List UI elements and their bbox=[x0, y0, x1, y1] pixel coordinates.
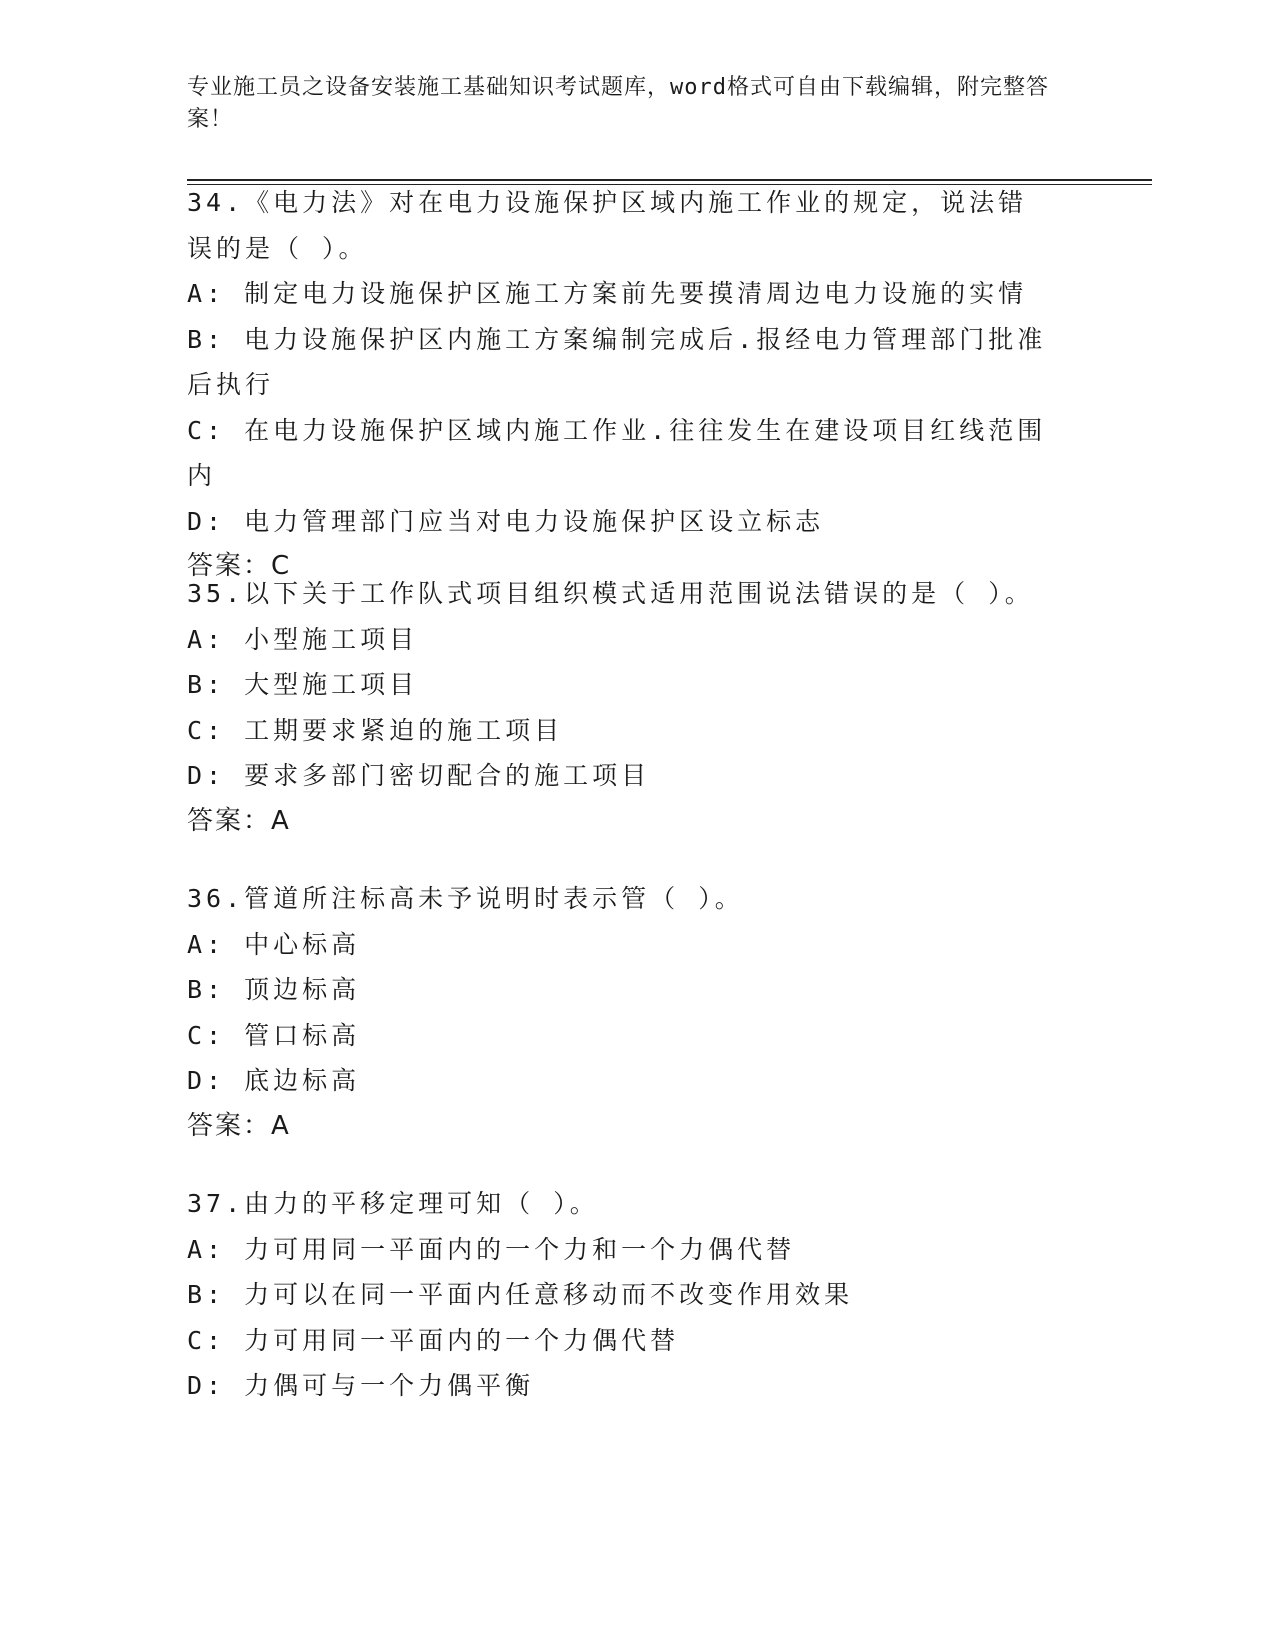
option-c: C: 工期要求紧迫的施工项目 bbox=[187, 715, 564, 745]
question-stem: 36.管道所注标高未予说明时表示管（ ）。 bbox=[187, 884, 744, 913]
question-36 bbox=[187, 876, 1067, 1149]
question-35 bbox=[187, 571, 1067, 844]
option-c: C: 力可用同一平面内的一个力偶代替 bbox=[187, 1325, 680, 1355]
option-b: B: 力可以在同一平面内任意移动而不改变作用效果 bbox=[187, 1280, 854, 1309]
answer: 答案：A bbox=[187, 805, 291, 836]
option-c: C: 在电力设施保护区域内施工作业.往往发生在建设项目红线范围内 bbox=[187, 415, 1047, 490]
document-header: 专业施工员之设备安装施工基础知识考试题库，word格式可自由下载编辑，附完整答案！ bbox=[187, 75, 1049, 132]
option-a: A: 中心标高 bbox=[187, 929, 361, 959]
option-d: D: 力偶可与一个力偶平衡 bbox=[187, 1371, 535, 1400]
question-stem: 37.由力的平移定理可知（ ）。 bbox=[187, 1189, 599, 1218]
option-b: B: 顶边标高 bbox=[187, 975, 361, 1004]
option-d: D: 电力管理部门应当对电力设施保护区设立标志 bbox=[187, 506, 825, 536]
question-stem: 34.《电力法》对在电力设施保护区域内施工作业的规定，说法错误的是（ ）。 bbox=[187, 188, 1028, 263]
option-b: B: 大型施工项目 bbox=[187, 670, 419, 699]
answer: 答案：A bbox=[187, 1110, 291, 1141]
option-b: B: 电力设施保护区内施工方案编制完成后.报经电力管理部门批准后执行 bbox=[187, 324, 1047, 399]
question-37 bbox=[187, 1181, 1067, 1409]
option-c: C: 管口标高 bbox=[187, 1020, 361, 1050]
option-d: D: 底边标高 bbox=[187, 1066, 361, 1095]
question-34 bbox=[187, 180, 1067, 590]
answer: 答案：C bbox=[187, 551, 292, 581]
option-a: A: 力可用同一平面内的一个力和一个力偶代替 bbox=[187, 1234, 796, 1264]
option-a: A: 小型施工项目 bbox=[187, 624, 419, 654]
option-d: D: 要求多部门密切配合的施工项目 bbox=[187, 761, 651, 790]
document-page bbox=[187, 0, 1152, 1650]
question-stem: 35.以下关于工作队式项目组织模式适用范围说法错误的是（ ）。 bbox=[187, 579, 1034, 608]
option-a: A: 制定电力设施保护区施工方案前先要摸清周边电力设施的实情 bbox=[187, 279, 1028, 308]
